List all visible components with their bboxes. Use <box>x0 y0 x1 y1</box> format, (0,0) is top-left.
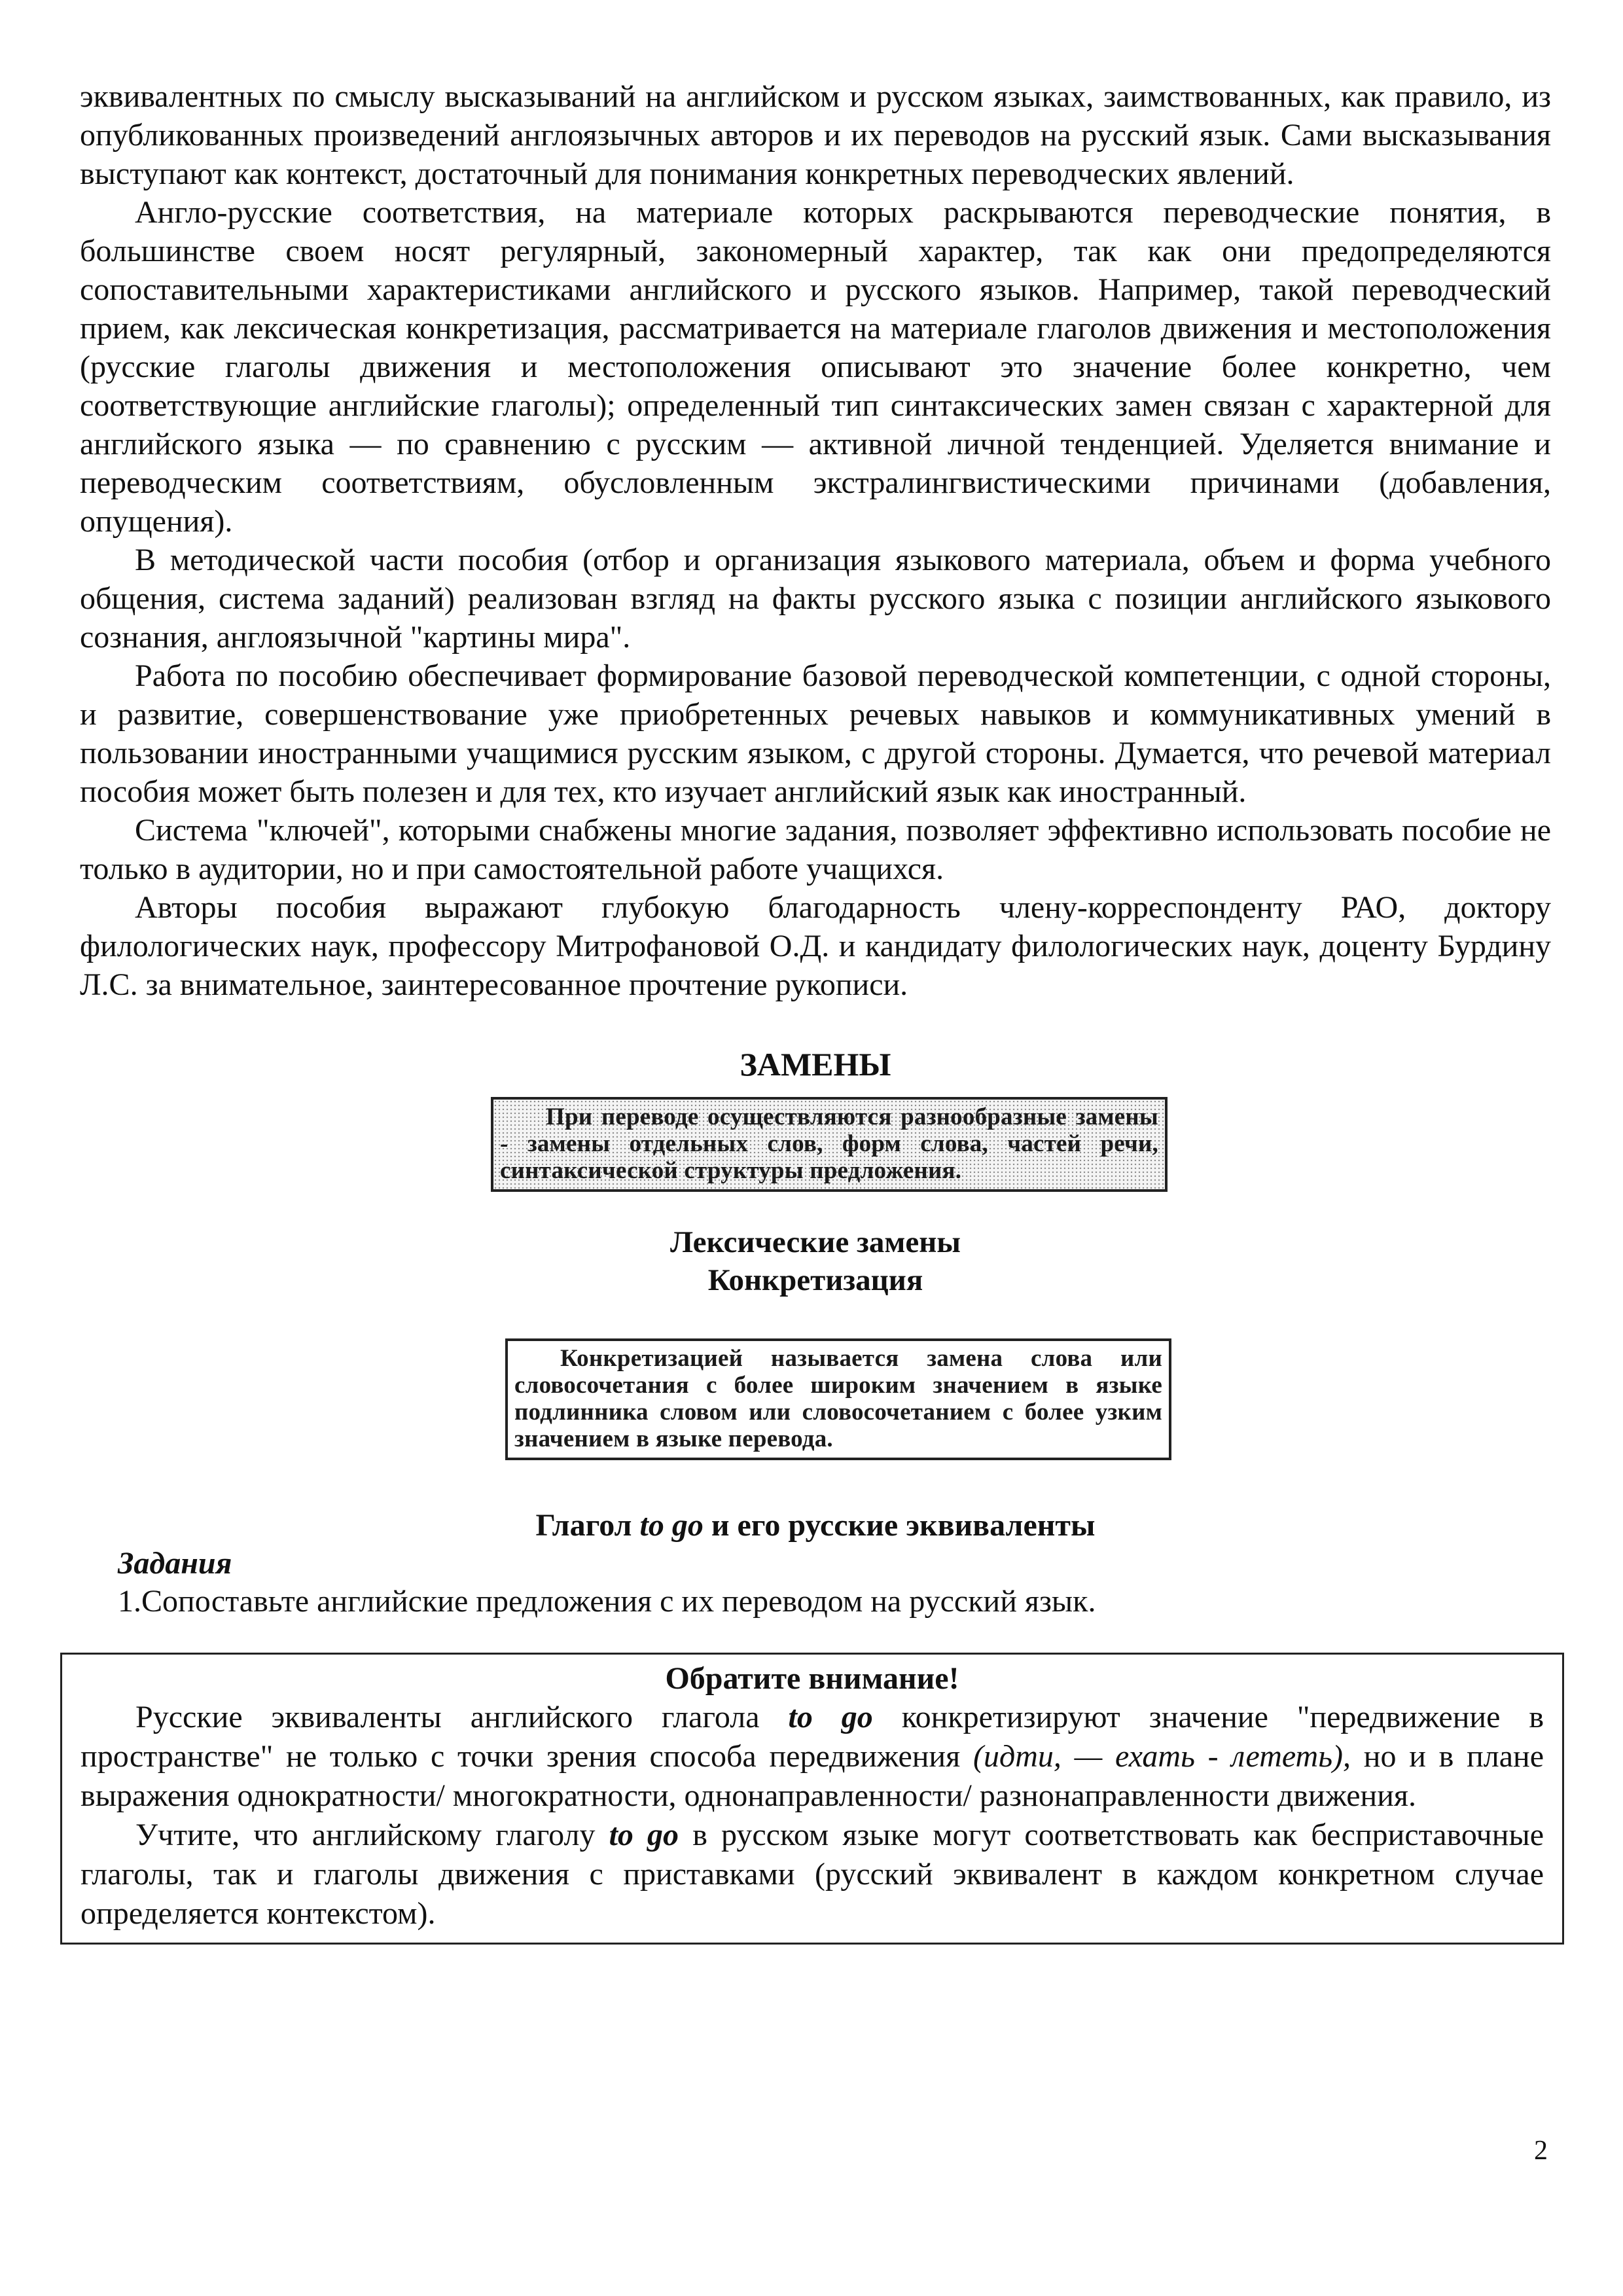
note-verb: to go <box>609 1818 679 1852</box>
subsection-title: Лексические замены <box>669 1225 961 1259</box>
document-page <box>80 77 1551 1945</box>
verb-heading <box>80 1506 1551 1545</box>
verb-heading-prefix: Глагол <box>535 1508 640 1543</box>
note-verb: to go <box>788 1700 873 1734</box>
paragraph-methodology: В методической части пособия (отбор и организация языкового материала, объем и форма учебного общения, система заданий) реализован взгляд на факты русского языка с позиции английского языкового сознания, англоязычной "картины мира". <box>80 543 1551 655</box>
task-item: 1.Сопоставьте английские предложения с их переводом на русский язык. <box>118 1584 1096 1619</box>
paragraph-keys: Система "ключей", которыми снабжены многие задания, позволяет эффективно использовать пособие не только в аудитории, но и при самостоятельной работе учащихся. <box>80 813 1551 886</box>
note-text: конкретизируют значение "передвижение в пространстве" не только с точки зрения способа передвижения <box>80 1700 1544 1774</box>
note-text: но и в плане выражения однократности/ многократности, однонаправленности/ разнонаправленности движения. <box>80 1739 1544 1813</box>
attention-note-title: Обратите внимание! <box>665 1661 959 1696</box>
attention-note-box <box>60 1653 1564 1945</box>
note-examples: (идти, — ехать - лететь), <box>972 1739 1351 1774</box>
attention-note-paragraph <box>80 1816 1544 1933</box>
definition-box-first-line: При переводе осуществляются разнообразные <box>546 1103 1076 1130</box>
definition-box-concretization <box>505 1338 1171 1460</box>
definition-box-text: замены - замены отдельных слов, форм слова, частей речи, синтаксической структуры предложения. <box>500 1103 1158 1184</box>
attention-note-paragraph <box>80 1698 1544 1816</box>
definition-box-replacements <box>491 1097 1168 1192</box>
intro-paragraph-continued: эквивалентных по смыслу высказываний на английском и русском языках, заимствованных, как правило, из опубликованных произведений англоязычных авторов и их переводов на русский язык. Сами высказывания выступают как контекст, достаточный для понимания конкретных переводческих явлений. <box>80 79 1551 191</box>
section-title: ЗАМЕНЫ <box>740 1046 891 1083</box>
tasks-label: Задания <box>118 1546 232 1581</box>
paragraph-acknowledgements: Авторы пособия выражают глубокую благодарность члену-корреспонденту РАО, доктору филологических наук, профессору Митрофановой О.Д. и кандидату филологических наук, доценту Бурдину Л.С. за внимательное, заинтересованное прочтение рукописи. <box>80 890 1551 1002</box>
definition-box-first-line: Конкретизацией называется замена слова <box>560 1345 1120 1372</box>
note-text: Учтите, что английскому глаголу <box>135 1818 609 1852</box>
definition-box-text: или словосочетания с более широким значением в языке подлинника словом или словосочетанием с более узким значением в языке перевода. <box>514 1345 1162 1452</box>
paragraph-competence: Работа по пособию обеспечивает формирование базовой переводческой компетенции, с одной стороны, и развитие, совершенствование уже приобретенных речевых навыков и коммуникативных умений в пользовании иностранными учащимися русским языком, с другой стороны. Думается, что речевой материал пособия может быть полезен и для тех, кто изучает английский язык как иностранный. <box>80 658 1551 809</box>
note-text: Русские эквиваленты английского глагола <box>135 1700 789 1734</box>
note-text: в русском языке могут соответствовать как бесприставочные глаголы, так и глаголы движения с приставками (русский эквивалент в каждом конкретном случае определяется контекстом). <box>80 1818 1544 1931</box>
subsubsection-title: Конкретизация <box>707 1263 923 1297</box>
page-number: 2 <box>1534 2136 1548 2166</box>
verb-heading-suffix: и его русские эквиваленты <box>703 1508 1096 1543</box>
verb-heading-verb: to go <box>639 1508 704 1543</box>
paragraph-correspondences: Англо-русские соответствия, на материале которых раскрываются переводческие понятия, в большинстве своем носят регулярный, закономерный характер, так как они предопределяются сопоставительными характеристиками английского и русского языков. Например, такой переводческий прием, как лексическая конкретизация, рассматривается на материале глаголов движения и местоположения (русские глаголы движения и местоположения описывают это значение более конкретно, чем соответствующие английские глаголы); определенный тип синтаксических замен связан с характерной для английского языка — по сравнению с русским — активной личной тенденцией. Уделяется внимание и переводческим соответствиям, обусловленным экстралингвистическими причинами (добавления, опущения). <box>80 195 1551 539</box>
